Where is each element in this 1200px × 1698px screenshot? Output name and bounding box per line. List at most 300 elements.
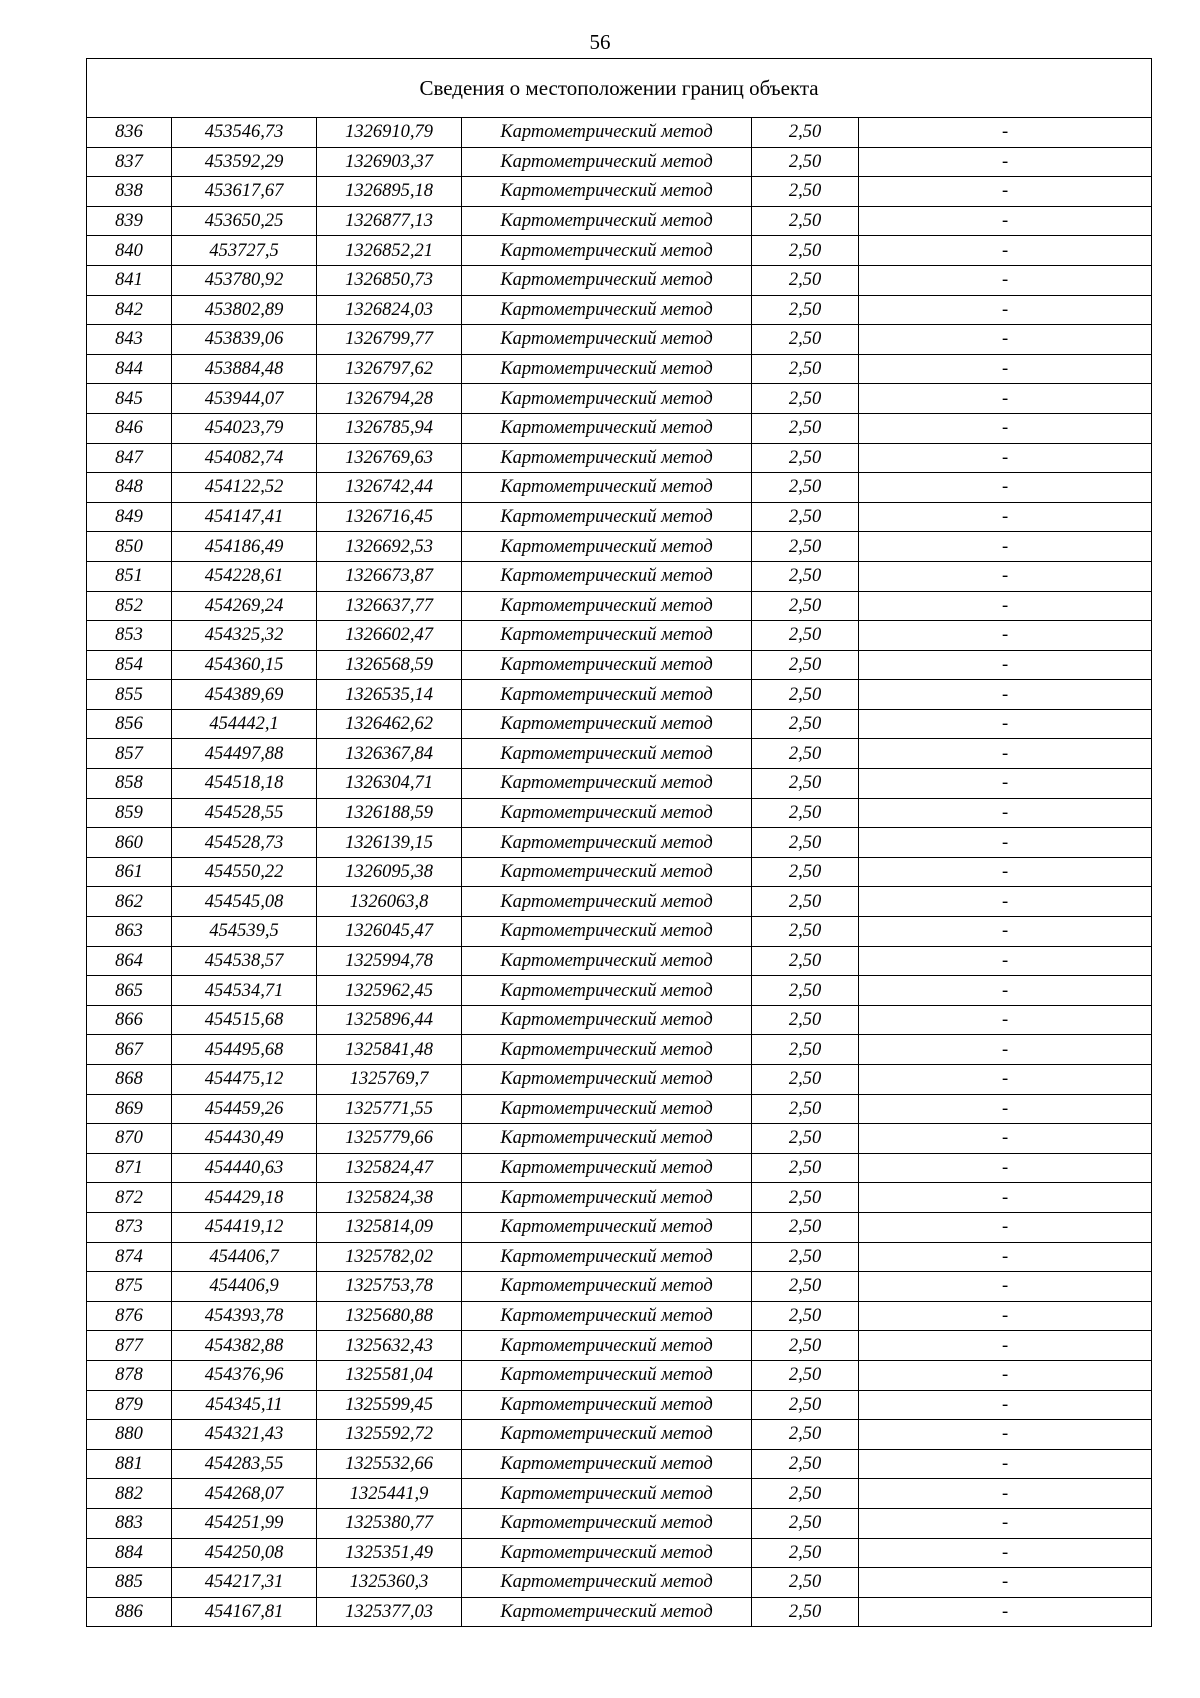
method-cell: Картометрический метод: [462, 325, 752, 355]
x-coordinate-cell: 454345,11: [172, 1390, 317, 1420]
y-coordinate-cell: 1325782,02: [317, 1242, 462, 1272]
x-coordinate-cell: 454325,32: [172, 621, 317, 651]
y-coordinate-cell: 1326139,15: [317, 828, 462, 858]
table-row: [87, 118, 1152, 148]
accuracy-cell: 2,50: [752, 443, 859, 473]
y-coordinate-cell: 1326799,77: [317, 325, 462, 355]
y-coordinate-cell: 1325841,48: [317, 1035, 462, 1065]
y-coordinate-cell: 1325599,45: [317, 1390, 462, 1420]
x-coordinate-cell: 454389,69: [172, 680, 317, 710]
x-coordinate-cell: 454440,63: [172, 1153, 317, 1183]
point-number-cell: 848: [87, 473, 172, 503]
accuracy-cell: 2,50: [752, 1597, 859, 1627]
x-coordinate-cell: 454497,88: [172, 739, 317, 769]
point-number-cell: 870: [87, 1124, 172, 1154]
description-cell: -: [859, 502, 1152, 532]
table-row: [87, 413, 1152, 443]
method-cell: Картометрический метод: [462, 265, 752, 295]
table-row: [87, 561, 1152, 591]
accuracy-cell: 2,50: [752, 976, 859, 1006]
y-coordinate-cell: 1326794,28: [317, 384, 462, 414]
accuracy-cell: 2,50: [752, 917, 859, 947]
description-cell: -: [859, 1390, 1152, 1420]
method-cell: Картометрический метод: [462, 1065, 752, 1095]
table-row: [87, 1094, 1152, 1124]
accuracy-cell: 2,50: [752, 798, 859, 828]
description-cell: -: [859, 1212, 1152, 1242]
description-cell: -: [859, 532, 1152, 562]
method-cell: Картометрический метод: [462, 1153, 752, 1183]
method-cell: Картометрический метод: [462, 769, 752, 799]
point-number-cell: 851: [87, 561, 172, 591]
table-row: [87, 384, 1152, 414]
method-cell: Картометрический метод: [462, 828, 752, 858]
point-number-cell: 871: [87, 1153, 172, 1183]
table-row: [87, 739, 1152, 769]
point-number-cell: 877: [87, 1331, 172, 1361]
description-cell: -: [859, 680, 1152, 710]
x-coordinate-cell: 454528,55: [172, 798, 317, 828]
y-coordinate-cell: 1326877,13: [317, 206, 462, 236]
point-number-cell: 859: [87, 798, 172, 828]
table-row: [87, 1420, 1152, 1450]
y-coordinate-cell: 1326568,59: [317, 650, 462, 680]
y-coordinate-cell: 1326895,18: [317, 177, 462, 207]
method-cell: Картометрический метод: [462, 798, 752, 828]
point-number-cell: 865: [87, 976, 172, 1006]
x-coordinate-cell: 454550,22: [172, 857, 317, 887]
point-number-cell: 838: [87, 177, 172, 207]
table-row: [87, 206, 1152, 236]
description-cell: -: [859, 1568, 1152, 1598]
table-row: [87, 1124, 1152, 1154]
point-number-cell: 855: [87, 680, 172, 710]
description-cell: -: [859, 561, 1152, 591]
point-number-cell: 885: [87, 1568, 172, 1598]
table-row: [87, 354, 1152, 384]
point-number-cell: 872: [87, 1183, 172, 1213]
method-cell: Картометрический метод: [462, 532, 752, 562]
x-coordinate-cell: 454360,15: [172, 650, 317, 680]
description-cell: -: [859, 1035, 1152, 1065]
description-cell: -: [859, 443, 1152, 473]
description-cell: -: [859, 1005, 1152, 1035]
method-cell: Картометрический метод: [462, 1360, 752, 1390]
table-row: [87, 473, 1152, 503]
x-coordinate-cell: 454534,71: [172, 976, 317, 1006]
accuracy-cell: 2,50: [752, 1538, 859, 1568]
table-row: [87, 917, 1152, 947]
accuracy-cell: 2,50: [752, 1449, 859, 1479]
method-cell: Картометрический метод: [462, 118, 752, 148]
description-cell: -: [859, 769, 1152, 799]
x-coordinate-cell: 454217,31: [172, 1568, 317, 1598]
point-number-cell: 845: [87, 384, 172, 414]
table-row: [87, 1538, 1152, 1568]
method-cell: Картометрический метод: [462, 709, 752, 739]
description-cell: -: [859, 1360, 1152, 1390]
point-number-cell: 866: [87, 1005, 172, 1035]
description-cell: -: [859, 1301, 1152, 1331]
point-number-cell: 861: [87, 857, 172, 887]
y-coordinate-cell: 1326910,79: [317, 118, 462, 148]
x-coordinate-cell: 454518,18: [172, 769, 317, 799]
point-number-cell: 869: [87, 1094, 172, 1124]
description-cell: -: [859, 887, 1152, 917]
table-row: [87, 591, 1152, 621]
method-cell: Картометрический метод: [462, 502, 752, 532]
description-cell: -: [859, 709, 1152, 739]
x-coordinate-cell: 454406,7: [172, 1242, 317, 1272]
table-row: [87, 265, 1152, 295]
method-cell: Картометрический метод: [462, 1035, 752, 1065]
method-cell: Картометрический метод: [462, 1479, 752, 1509]
description-cell: -: [859, 591, 1152, 621]
point-number-cell: 836: [87, 118, 172, 148]
description-cell: -: [859, 1242, 1152, 1272]
x-coordinate-cell: 454023,79: [172, 413, 317, 443]
y-coordinate-cell: 1325814,09: [317, 1212, 462, 1242]
table-row: [87, 769, 1152, 799]
method-cell: Картометрический метод: [462, 946, 752, 976]
y-coordinate-cell: 1326188,59: [317, 798, 462, 828]
table-row: [87, 680, 1152, 710]
table-row: [87, 1153, 1152, 1183]
y-coordinate-cell: 1325532,66: [317, 1449, 462, 1479]
point-number-cell: 842: [87, 295, 172, 325]
description-cell: -: [859, 1538, 1152, 1568]
y-coordinate-cell: 1326850,73: [317, 265, 462, 295]
table-row: [87, 946, 1152, 976]
y-coordinate-cell: 1325896,44: [317, 1005, 462, 1035]
accuracy-cell: 2,50: [752, 739, 859, 769]
x-coordinate-cell: 454442,1: [172, 709, 317, 739]
accuracy-cell: 2,50: [752, 1035, 859, 1065]
method-cell: Картометрический метод: [462, 591, 752, 621]
table-row: [87, 1212, 1152, 1242]
method-cell: Картометрический метод: [462, 1390, 752, 1420]
point-number-cell: 860: [87, 828, 172, 858]
point-number-cell: 847: [87, 443, 172, 473]
accuracy-cell: 2,50: [752, 1065, 859, 1095]
description-cell: -: [859, 1508, 1152, 1538]
x-coordinate-cell: 454459,26: [172, 1094, 317, 1124]
point-number-cell: 868: [87, 1065, 172, 1095]
table-row: [87, 887, 1152, 917]
point-number-cell: 879: [87, 1390, 172, 1420]
y-coordinate-cell: 1325779,66: [317, 1124, 462, 1154]
description-cell: -: [859, 976, 1152, 1006]
point-number-cell: 874: [87, 1242, 172, 1272]
x-coordinate-cell: 454251,99: [172, 1508, 317, 1538]
accuracy-cell: 2,50: [752, 1094, 859, 1124]
table-row: [87, 798, 1152, 828]
description-cell: -: [859, 1479, 1152, 1509]
y-coordinate-cell: 1325824,38: [317, 1183, 462, 1213]
accuracy-cell: 2,50: [752, 887, 859, 917]
point-number-cell: 850: [87, 532, 172, 562]
y-coordinate-cell: 1326742,44: [317, 473, 462, 503]
point-number-cell: 863: [87, 917, 172, 947]
method-cell: Картометрический метод: [462, 1242, 752, 1272]
description-cell: -: [859, 177, 1152, 207]
point-number-cell: 878: [87, 1360, 172, 1390]
y-coordinate-cell: 1326063,8: [317, 887, 462, 917]
table-row: [87, 1597, 1152, 1627]
accuracy-cell: 2,50: [752, 413, 859, 443]
x-coordinate-cell: 453617,67: [172, 177, 317, 207]
y-coordinate-cell: 1325351,49: [317, 1538, 462, 1568]
x-coordinate-cell: 454406,9: [172, 1272, 317, 1302]
table-row: [87, 1568, 1152, 1598]
method-cell: Картометрический метод: [462, 1212, 752, 1242]
accuracy-cell: 2,50: [752, 1479, 859, 1509]
x-coordinate-cell: 454382,88: [172, 1331, 317, 1361]
description-cell: -: [859, 1124, 1152, 1154]
y-coordinate-cell: 1326602,47: [317, 621, 462, 651]
method-cell: Картометрический метод: [462, 1331, 752, 1361]
accuracy-cell: 2,50: [752, 650, 859, 680]
description-cell: -: [859, 147, 1152, 177]
table-row: [87, 1065, 1152, 1095]
accuracy-cell: 2,50: [752, 147, 859, 177]
point-number-cell: 853: [87, 621, 172, 651]
point-number-cell: 854: [87, 650, 172, 680]
table-row: [87, 1242, 1152, 1272]
accuracy-cell: 2,50: [752, 1331, 859, 1361]
y-coordinate-cell: 1326045,47: [317, 917, 462, 947]
accuracy-cell: 2,50: [752, 1360, 859, 1390]
x-coordinate-cell: 454539,5: [172, 917, 317, 947]
accuracy-cell: 2,50: [752, 828, 859, 858]
y-coordinate-cell: 1325632,43: [317, 1331, 462, 1361]
y-coordinate-cell: 1326462,62: [317, 709, 462, 739]
point-number-cell: 844: [87, 354, 172, 384]
method-cell: Картометрический метод: [462, 1124, 752, 1154]
accuracy-cell: 2,50: [752, 680, 859, 710]
x-coordinate-cell: 454283,55: [172, 1449, 317, 1479]
accuracy-cell: 2,50: [752, 502, 859, 532]
method-cell: Картометрический метод: [462, 1183, 752, 1213]
description-cell: -: [859, 621, 1152, 651]
y-coordinate-cell: 1326095,38: [317, 857, 462, 887]
y-coordinate-cell: 1326716,45: [317, 502, 462, 532]
method-cell: Картометрический метод: [462, 1538, 752, 1568]
description-cell: -: [859, 384, 1152, 414]
y-coordinate-cell: 1325824,47: [317, 1153, 462, 1183]
y-coordinate-cell: 1326852,21: [317, 236, 462, 266]
accuracy-cell: 2,50: [752, 354, 859, 384]
method-cell: Картометрический метод: [462, 976, 752, 1006]
x-coordinate-cell: 454393,78: [172, 1301, 317, 1331]
accuracy-cell: 2,50: [752, 532, 859, 562]
accuracy-cell: 2,50: [752, 621, 859, 651]
x-coordinate-cell: 453839,06: [172, 325, 317, 355]
x-coordinate-cell: 453884,48: [172, 354, 317, 384]
x-coordinate-cell: 454475,12: [172, 1065, 317, 1095]
x-coordinate-cell: 453727,5: [172, 236, 317, 266]
point-number-cell: 880: [87, 1420, 172, 1450]
point-number-cell: 884: [87, 1538, 172, 1568]
accuracy-cell: 2,50: [752, 1183, 859, 1213]
accuracy-cell: 2,50: [752, 177, 859, 207]
table-row: [87, 650, 1152, 680]
accuracy-cell: 2,50: [752, 946, 859, 976]
method-cell: Картометрический метод: [462, 621, 752, 651]
x-coordinate-cell: 454269,24: [172, 591, 317, 621]
table-row: [87, 147, 1152, 177]
accuracy-cell: 2,50: [752, 1420, 859, 1450]
method-cell: Картометрический метод: [462, 887, 752, 917]
y-coordinate-cell: 1326769,63: [317, 443, 462, 473]
x-coordinate-cell: 454122,52: [172, 473, 317, 503]
description-cell: -: [859, 1449, 1152, 1479]
description-cell: -: [859, 1153, 1152, 1183]
accuracy-cell: 2,50: [752, 384, 859, 414]
accuracy-cell: 2,50: [752, 295, 859, 325]
method-cell: Картометрический метод: [462, 443, 752, 473]
table-row: [87, 976, 1152, 1006]
description-cell: -: [859, 354, 1152, 384]
table-row: [87, 1005, 1152, 1035]
method-cell: Картометрический метод: [462, 206, 752, 236]
point-number-cell: 857: [87, 739, 172, 769]
point-number-cell: 867: [87, 1035, 172, 1065]
method-cell: Картометрический метод: [462, 236, 752, 266]
x-coordinate-cell: 454545,08: [172, 887, 317, 917]
accuracy-cell: 2,50: [752, 1272, 859, 1302]
description-cell: -: [859, 946, 1152, 976]
description-cell: -: [859, 1272, 1152, 1302]
x-coordinate-cell: 454167,81: [172, 1597, 317, 1627]
table-row: [87, 325, 1152, 355]
point-number-cell: 840: [87, 236, 172, 266]
x-coordinate-cell: 453780,92: [172, 265, 317, 295]
table-row: [87, 1479, 1152, 1509]
description-cell: -: [859, 1183, 1152, 1213]
table-row: [87, 1183, 1152, 1213]
accuracy-cell: 2,50: [752, 473, 859, 503]
x-coordinate-cell: 454538,57: [172, 946, 317, 976]
point-number-cell: 881: [87, 1449, 172, 1479]
table-row: [87, 1331, 1152, 1361]
method-cell: Картометрический метод: [462, 739, 752, 769]
table-row: [87, 532, 1152, 562]
table-row: [87, 1272, 1152, 1302]
method-cell: Картометрический метод: [462, 1568, 752, 1598]
method-cell: Картометрический метод: [462, 1005, 752, 1035]
y-coordinate-cell: 1326903,37: [317, 147, 462, 177]
x-coordinate-cell: 454515,68: [172, 1005, 317, 1035]
y-coordinate-cell: 1325753,78: [317, 1272, 462, 1302]
point-number-cell: 886: [87, 1597, 172, 1627]
accuracy-cell: 2,50: [752, 709, 859, 739]
table-row: [87, 1449, 1152, 1479]
y-coordinate-cell: 1325380,77: [317, 1508, 462, 1538]
point-number-cell: 841: [87, 265, 172, 295]
y-coordinate-cell: 1326797,62: [317, 354, 462, 384]
y-coordinate-cell: 1325962,45: [317, 976, 462, 1006]
description-cell: -: [859, 739, 1152, 769]
x-coordinate-cell: 453944,07: [172, 384, 317, 414]
method-cell: Картометрический метод: [462, 1420, 752, 1450]
method-cell: Картометрический метод: [462, 561, 752, 591]
point-number-cell: 849: [87, 502, 172, 532]
x-coordinate-cell: 454268,07: [172, 1479, 317, 1509]
method-cell: Картометрический метод: [462, 680, 752, 710]
boundary-coordinates-table: [86, 58, 1152, 1627]
y-coordinate-cell: 1326785,94: [317, 413, 462, 443]
description-cell: -: [859, 1094, 1152, 1124]
method-cell: Картометрический метод: [462, 295, 752, 325]
x-coordinate-cell: 454321,43: [172, 1420, 317, 1450]
table-row: [87, 236, 1152, 266]
y-coordinate-cell: 1326304,71: [317, 769, 462, 799]
description-cell: -: [859, 828, 1152, 858]
accuracy-cell: 2,50: [752, 857, 859, 887]
point-number-cell: 864: [87, 946, 172, 976]
description-cell: -: [859, 650, 1152, 680]
table-row: [87, 1508, 1152, 1538]
y-coordinate-cell: 1325592,72: [317, 1420, 462, 1450]
y-coordinate-cell: 1325441,9: [317, 1479, 462, 1509]
method-cell: Картометрический метод: [462, 1301, 752, 1331]
y-coordinate-cell: 1325769,7: [317, 1065, 462, 1095]
point-number-cell: 852: [87, 591, 172, 621]
description-cell: -: [859, 413, 1152, 443]
method-cell: Картометрический метод: [462, 354, 752, 384]
table-row: [87, 1301, 1152, 1331]
x-coordinate-cell: 454429,18: [172, 1183, 317, 1213]
y-coordinate-cell: 1325680,88: [317, 1301, 462, 1331]
description-cell: -: [859, 1597, 1152, 1627]
table-row: [87, 295, 1152, 325]
method-cell: Картометрический метод: [462, 1449, 752, 1479]
method-cell: Картометрический метод: [462, 857, 752, 887]
method-cell: Картометрический метод: [462, 1094, 752, 1124]
y-coordinate-cell: 1326692,53: [317, 532, 462, 562]
y-coordinate-cell: 1325771,55: [317, 1094, 462, 1124]
x-coordinate-cell: 454376,96: [172, 1360, 317, 1390]
point-number-cell: 858: [87, 769, 172, 799]
point-number-cell: 873: [87, 1212, 172, 1242]
x-coordinate-cell: 454228,61: [172, 561, 317, 591]
accuracy-cell: 2,50: [752, 206, 859, 236]
accuracy-cell: 2,50: [752, 1212, 859, 1242]
x-coordinate-cell: 454528,73: [172, 828, 317, 858]
x-coordinate-cell: 454495,68: [172, 1035, 317, 1065]
method-cell: Картометрический метод: [462, 1597, 752, 1627]
x-coordinate-cell: 453592,29: [172, 147, 317, 177]
description-cell: -: [859, 917, 1152, 947]
point-number-cell: 875: [87, 1272, 172, 1302]
description-cell: -: [859, 325, 1152, 355]
accuracy-cell: 2,50: [752, 1508, 859, 1538]
description-cell: -: [859, 206, 1152, 236]
y-coordinate-cell: 1326535,14: [317, 680, 462, 710]
description-cell: -: [859, 1331, 1152, 1361]
accuracy-cell: 2,50: [752, 118, 859, 148]
accuracy-cell: 2,50: [752, 325, 859, 355]
x-coordinate-cell: 454250,08: [172, 1538, 317, 1568]
table-row: [87, 1035, 1152, 1065]
description-cell: -: [859, 295, 1152, 325]
description-cell: -: [859, 118, 1152, 148]
description-cell: -: [859, 857, 1152, 887]
accuracy-cell: 2,50: [752, 236, 859, 266]
table-header-row: [87, 59, 1152, 118]
description-cell: -: [859, 236, 1152, 266]
